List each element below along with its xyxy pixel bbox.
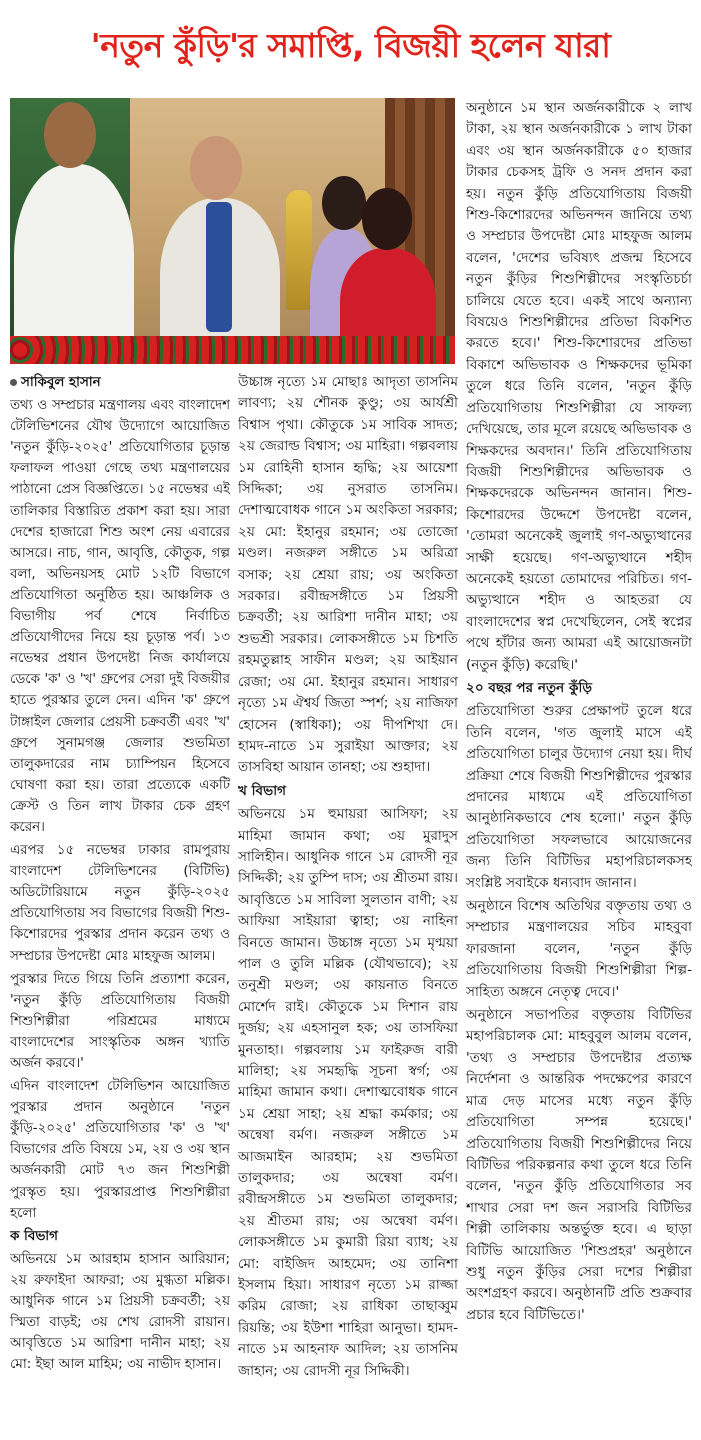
paragraph: অভিনয়ে ১ম আরহাম হাসান আরিয়ান; ২য় রুফাইদা আফরা; ৩য় মুগ্ধতা মল্লিক। আধুনিক গানে ১ম প্রিয়সী চক্রবর্তী; ২য় স্মিতা বাড়ই; ৩য় শেখ রোদসী রায়ান। আবৃত্তিতে ১ম আরিশা দানীন মাহা; ২য় মো: ইছা আল মাহিম; ৩য় নাভীদ হাসান।	[10, 1251, 230, 1373]
paragraph: অনুষ্ঠানে সভাপতির বক্তৃতায় বিটিভির মহাপরিচালক মো: মাহবুবুল আলম বলেন, 'তথ্য ও সম্প্রচার উপদেষ্টার প্রত্যক্ষ নির্দেশনা ও আন্তরিক পদক্ষেপের কারণে মাত্র দেড় মাসের মধ্যে নতুন কুঁড়ি প্রতিযোগিতা সম্পন্ন হয়েছে।' প্রতিযোগিতায় বিজয়ী শিশুশিল্পীদের নিয়ে বিটিভির পরিকল্পনার কথা তুলে ধরে তিনি বলেন, 'নতুন কুঁড়ি প্রতিযোগিতার সব শাখার সেরা দশ জন সরাসরি বিটিভির শিল্পী তালিকায় অন্তর্ভুক্ত হবে। এ ছাড়া বিটিভি আয়োজিত 'শিশুপ্রহর' অনুষ্ঠানে শুধু নতুন কুঁড়ির সেরা দশের শিল্পীরা অংশগ্রহণ করবে। অনুষ্ঠানটি প্রতি শুক্রবার প্রচার হবে বিটিভিতে।'	[466, 1007, 692, 1323]
photo-flower-border	[10, 336, 455, 364]
subhead-20-years: ২০ বছর পর নতুন কুঁড়ি	[466, 679, 593, 696]
byline-text: সাকিবুল হাসান	[21, 375, 101, 390]
article-column-3	[466, 98, 692, 1434]
paragraph: এদিন বাংলাদেশ টেলিভিশন আয়োজিত পুরস্কার প্রদান অনুষ্ঠানে 'নতুন কুঁড়ি-২০২৫' প্রতিযোগিতার 'ক' ও 'খ' বিভাগের প্রতি বিষয়ে ১ম, ২য় ও ৩য় স্থান অর্জনকারী মোট ৭৩ জন শিশুশিল্পী পুরস্কৃত হয়। পুরস্কারপ্রাপ্ত শিশুশিল্পীরা হলো	[10, 1079, 230, 1221]
photo-head-3	[322, 176, 366, 230]
paragraph: অনুষ্ঠানে ১ম স্থান অর্জনকারীকে ২ লাখ টাকা, ২য় স্থান অর্জনকারীকে ১ লাখ টাকা এবং ৩য় স্থান অর্জনকারীকে ৫০ হাজার টাকার চেকসহ ট্রফি ও সনদ প্রদান করা হয়। নতুন কুঁড়ি প্রতিযোগিতায় বিজয়ী শিশু-কিশোরদের অভিনন্দন জানিয়ে তথ্য ও সম্প্রচার উপদেষ্টা মোঃ মাহফুজ আলম বলেন, 'দেশের ভবিষ্যৎ প্রজন্ম হিসেবে নতুন কুঁড়ির শিশুশিল্পীদের সংস্কৃতিচর্চা চালিয়ে যেতে হবে। একই সাথে অন্যান্য বিষয়েও শিশুশিল্পীদের প্রতিভা বিকশিত করতে হবে।' শিশু-কিশোরদের প্রতিভা বিকাশে অভিভাবক ও শিক্ষকদের ভূমিকা তুলে ধরে তিনি বলেন, 'নতুন কুঁড়ি প্রতিযোগিতায় শিশুশিল্পীরা যে সাফল্য দেখিয়েছে, তার মূলে রয়েছে অভিভাবক ও শিক্ষকদের অবদান।' তিনি প্রতিযোগিতায় বিজয়ী শিশুশিল্পীদের অভিভাবক ও শিক্ষকদেরকে অভিনন্দন জানান। শিশু-কিশোরদের উদ্দেশে উপদেষ্টা বলেন, 'তোমরা অনেকেই জুলাই গণ-অভ্যুত্থানের সাক্ষী হয়েছে। গণ-অভ্যুত্থানে শহীদ অনেকেই হয়তো তোমাদের পরিচিত। গণ-অভ্যুত্থানে শহীদ ও আহতরা যে বাংলাদেশের স্বপ্ন দেখেছিলেন, সেই স্বপ্নের পথে হাঁটার জন্য আমরা এই আয়োজনটা (নতুন কুঁড়ি) করেছি।'	[466, 100, 692, 673]
photo-person-2-scarf	[206, 202, 232, 332]
paragraph: এরপর ১৫ নভেম্বর ঢাকার রামপুরায় বাংলাদেশ টেলিভিশনের (বিটিভি) অডিটোরিয়ামে নতুন কুঁড়ি-২০২৫ প্রতিযোগিতায় সব বিভাগের বিজয়ী শিশু-কিশোরদের পুরস্কার প্রদান করেন তথ্য ও সম্প্রচার উপদেষ্টা মোঃ মাহফুজ আলম।	[10, 843, 230, 964]
photo-head-4	[362, 188, 412, 250]
paragraph: উচ্চাঙ্গ নৃত্যে ১ম মোছাঃ আদৃতা তাসনিম লাবণ্য; ২য় শৌনক কুণ্ডু; ৩য় আর্যশ্রী বিশ্বাস পৃথা। কৌতুকে ১ম সাবিক সাদত; ২য় জেরাল্ড বিশ্বাস; ৩য় মাহিরা। গল্পবলায় ১ম রোহিনী হাসান হৃদ্ধি; ২য় আয়েশা সিদ্দিকা; ৩য় নুসরাত তাসনিম। দেশাত্মবোধক গানে ১ম অংকিতা সরকার; ২য় মো: ইহানুর রহমান; ৩য় তোজো মণ্ডল। নজরুল সঙ্গীতে ১ম অরিত্রা বসাক; ২য় শ্রেয়া রায়; ৩য় অংকিতা সরকার। রবীন্দ্রসঙ্গীতে ১ম প্রিয়সী চক্রবর্তী; ২য় আরিশা দানীন মাহা; ৩য় শুভশ্রী সরকার। লোকসঙ্গীতে ১ম চিশতি রহমতুল্লাহ সাফীন মণ্ডল; ২য় আইয়ান রেজা; ৩য় মো. ইহানুর রহমান। সাধারণ নৃত্যে ১ম ঐশ্বর্য জিতা স্পর্শ; ২য় নাজিফা হোসেন (স্বাধিকা); ৩য় দীপশিখা দে। হামদ-নাতে ১ম সুরাইয়া আক্তার; ২য় তাসবিহা আয়ান তানহা; ৩য় শুহাদা।	[238, 374, 458, 776]
paragraph: তথ্য ও সম্প্রচার মন্ত্রণালয় এবং বাংলাদেশ টেলিভিশনের যৌথ উদ্যোগে আয়োজিত 'নতুন কুঁড়ি-২০২৫' প্রতিযোগিতার চূড়ান্ত ফলাফল পাওয়া গেছে তথ্য মন্ত্রণালয়ের পাঠানো প্রেস বিজ্ঞপ্তিতে। ১৫ নভেম্বর এই তালিকার বিস্তারিত প্রকাশ করা হয়। সারা দেশের হাজারো শিশু অংশ নেয় এবারের আসরে। নাচ, গান, আবৃত্তি, কৌতুক, গল্প বলা, অভিনয়সহ মোট ১২টি বিভাগে প্রতিযোগিতা অনুষ্ঠিত হয়। আঞ্চলিক ও বিভাগীয় পর্ব শেষে নির্বাচিত প্রতিযোগীদের নিয়ে হয় চূড়ান্ত পর্ব। ১৩ নভেম্বর প্রধান উপদেষ্টা নিজ কার্যালয়ে ডেকে 'ক' ও 'খ' গ্রুপের সেরা দুই বিজয়ীর হাতে পুরস্কার তুলে দেন। এদিন 'ক' গ্রুপে টাঙ্গাইল জেলার প্রেয়সী চক্রবর্তী এবং 'খ' গ্রুপে সুনামগঞ্জ জেলার শুভমিতা তালুকদারের নাম চ্যাম্পিয়ন হিসেবে ঘোষণা করা হয়। তারা প্রত্যেকে একটি ক্রেস্ট ও তিন লাখ টাকার চেক গ্রহণ করেন।	[10, 398, 230, 835]
subhead-ka: ক বিভাগ	[10, 1228, 58, 1244]
photo-head-1	[44, 102, 96, 168]
photo-head-2	[190, 136, 242, 200]
headline: 'নতুন কুঁড়ি'র সমাপ্তি, বিজয়ী হলেন যারা	[90, 26, 611, 65]
paragraph: অনুষ্ঠানে বিশেষ অতিথির বক্তৃতায় তথ্য ও সম্প্রচার মন্ত্রণালয়ের সচিব মাহবুবা ফারজানা বলেন, 'নতুন কুঁড়ি প্রতিযোগিতায় বিজয়ী শিশুশিল্পীরা শিল্প-সাহিত্য অঙ্গনে নেতৃত্ব দেবে।'	[466, 898, 692, 1000]
byline	[10, 372, 230, 393]
paragraph: অভিনয়ে ১ম হুমায়রা আসিফা; ২য় মাহিমা জামান কথা; ৩য় মুরাদুস সালিহীন। আধুনিক গানে ১ম রোদসী নূর সিদ্দিকী; ২য় তুম্পি দাস; ৩য় শ্রীতমা রায়। আবৃত্তিতে ১ম সাবিলা সুলতান বাণী; ২য় আফিয়া সাইয়ারা ত্বাহা; ৩য় নাহিনা বিনতে জামান। উচ্চাঙ্গ নৃত্যে ১ম মৃণ্ময়া পাল ও তুলি মল্লিক (যৌথভাবে); ২য় তনুশ্রী মণ্ডল; ৩য় কায়নাত বিনতে মোর্শেদ রাই। কৌতুকে ১ম দিশান রায় দুর্জয়; ২য় এহসানুল হক; ৩য় তাসফিয়া মুনতাহা। গল্পবলায় ১ম ফাইরুজ বারী মালিহা; ২য় সমহৃদ্ধি সূচনা স্বর্গ; ৩য় মাহিমা জামান কথা। দেশাত্মবোধক গানে ১ম শ্রেয়া সাহা; ২য় শ্রদ্ধা কর্মকার; ৩য় অন্বেষা বর্মণ। নজরুল সঙ্গীতে ১ম আজমাইন আরহাম; ২য় শুভমিতা তালুকদার; ৩য় অন্বেষা বর্মণ। রবীন্দ্রসঙ্গীতে ১ম শুভমিতা তালুকদার; ২য় শ্রীতমা রায়; ৩য় অন্বেষা বর্মণ। লোকসঙ্গীতে ১ম কুমারী রিয়া ব্যাধ; ২য় মো: বাইজিদ আহমেদ; ৩য় তানিশা ইসলাম হিয়া। সাধারণ নৃত্যে ১ম রাজ্জা করিম রোজা; ২য় রাধিকা তাছাব্বুম রিয়ন্তি; ৩য় ইউশা শাহিরা আনুভা। হামদ-নাতে ১ম আহনাফ আদিল; ২য় তাসনিম জাহান; ৩য় রোদসী নূর সিদ্দিকী।	[238, 806, 458, 1379]
paragraph: প্রতিযোগিতা শুরুর প্রেক্ষাপট তুলে ধরে তিনি বলেন, 'গত জুলাই মাসে এই প্রতিযোগিতা চালুর উদ্যোগ নেয়া হয়। দীর্ঘ প্রক্রিয়া শেষে বিজয়ী শিশুশিল্পীদের পুরস্কার প্রদানের মাধ্যমে এই প্রতিযোগিতা আনুষ্ঠানিকভাবে শেষ হলো।' নতুন কুঁড়ি প্রতিযোগিতা সফলভাবে আয়োজনের জন্য তিনি বিটিভির মহাপরিচালকসহ সংশ্লিষ্ট সবাইকে ধন্যবাদ জানান।	[466, 703, 692, 891]
photo-person-1	[14, 164, 134, 364]
article-column-1	[10, 372, 230, 1432]
award-ceremony-photo	[10, 98, 455, 364]
article-column-2	[238, 372, 458, 1432]
subhead-kha: খ বিভাগ	[238, 782, 287, 799]
paragraph: পুরস্কার দিতে গিয়ে তিনি প্রত্যাশা করেন, 'নতুন কুঁড়ি প্রতিযোগিতায় বিজয়ী শিশুশিল্পীরা পরিশ্রমের মাধ্যমে বাংলাদেশের সাংস্কৃতিক অঙ্গন খ্যাতি অর্জন করবে।'	[10, 971, 230, 1071]
byline-bullet-icon	[10, 379, 17, 386]
trophy-icon	[286, 190, 312, 310]
